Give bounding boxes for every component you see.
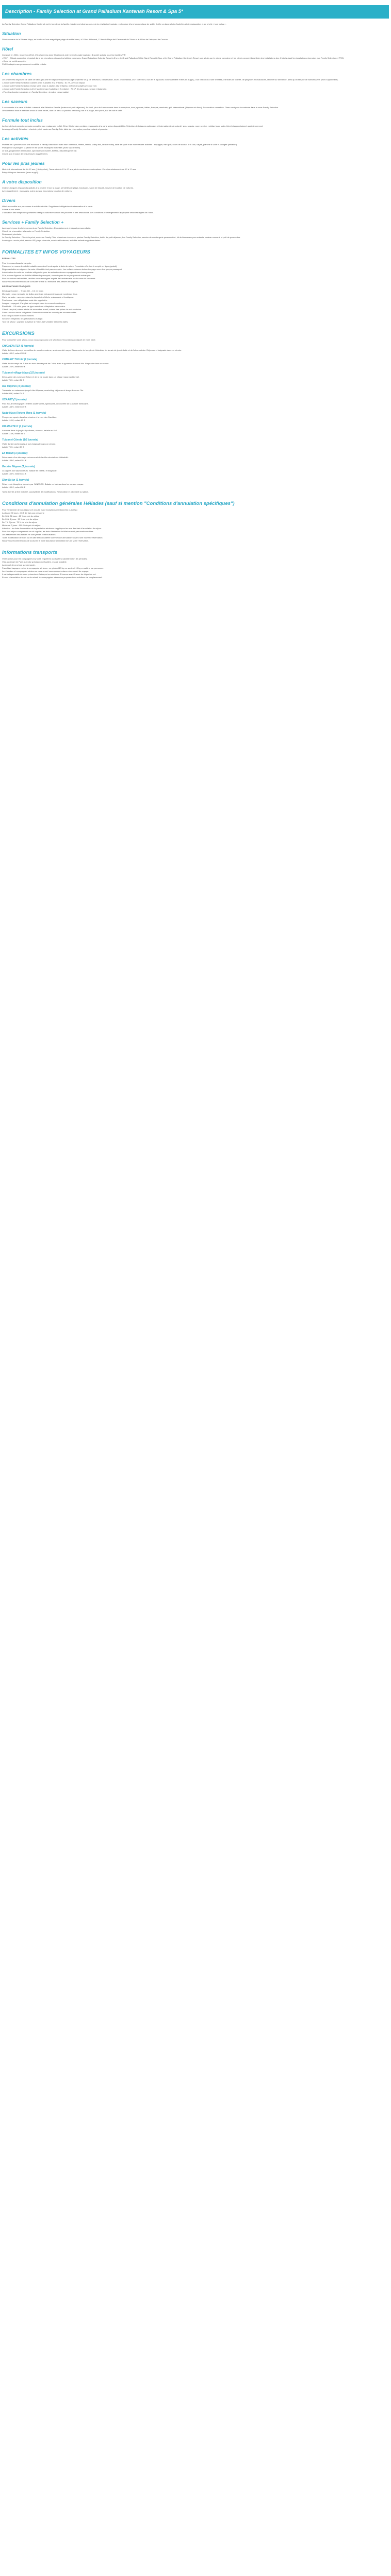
text-line: Avec supplément : massages, soins au spa, excursions, location de voitures. — [2, 190, 72, 192]
text-line: Règlementation en vigueur : la carte d'identité n'est pas acceptée. Les enfants mineurs doivent voyager avec leur propre passeport. — [2, 268, 122, 270]
enfants-text — [2, 168, 389, 174]
text-line: Pour les autres nationalités, veuillez vous renseigner auprès de l'ambassade ou du consulat concerné. — [2, 277, 96, 280]
text-line: Adulte 150 €, enfant 113 € — [2, 472, 26, 475]
text-line: Adulte 120 €, enfant 90 € — [2, 365, 25, 368]
text-line: Nous vous recommandons de souscrire à notre assurance annulation lors de votre réservation. — [2, 539, 89, 542]
text-line: Adulte 75 €, enfant 56 € — [2, 379, 24, 381]
activites-text — [2, 143, 389, 156]
excursion-text — [2, 389, 389, 395]
text-line: Réserve de biosphère classée par l'UNESCO. Balade en bateau dans les canaux mayas. — [2, 483, 84, 485]
formalites-subheading: FORMALITES — [2, 257, 15, 260]
text-line: Accès privé pour les hébergements en Family Selection. Enregistrement et départ personnalisés. — [2, 227, 91, 229]
excursion-title: Tulum et village Maya (1/2 journée) — [2, 371, 45, 375]
chambres-text — [2, 78, 389, 94]
text-line: Adulte 130 €, enfant 98 € — [2, 486, 25, 488]
saveurs-text — [2, 106, 389, 112]
text-line: Chaises longues et parasols gratuits à la piscine et sur la plage, serviettes de plage, boutiques, salon de beauté, service de location de voitures. — [2, 187, 134, 189]
text-line: Pour les ressortissants français : — [2, 262, 32, 264]
text-line: De 30 à 21 jours : 25 % du prix du séjour — [2, 515, 40, 517]
text-line: Climat : tropical, saison sèche de novembre à avril, saison des pluies de mai à octobre. — [2, 308, 82, 311]
text-line: Baby-sitting sur demande (avec suppl.). — [2, 171, 39, 174]
text-line: Construit en 2004, rénové en 2014, 178 chambres dans 9 bâtiments entre mer et jungle tropicale. Bracelet spécial pour les familles VIP. — [2, 54, 126, 56]
excursion-text — [2, 349, 389, 355]
disposition-heading: A votre disposition — [2, 179, 42, 184]
text-line: De 7 à 2 jours : 75 % du prix du séjour — [2, 521, 38, 523]
situation-heading: Situation — [2, 31, 21, 36]
excursion-title: Ek Balam (1 journée) — [2, 452, 28, 455]
excursion-text — [2, 402, 389, 409]
excursion-title: Isla Mujeres (1 journée) — [2, 385, 31, 388]
text-line: Adulte 99 €, enfant 74 € — [2, 392, 24, 395]
text-line: 5 restaurants à la carte + Buffet + réservé à la Sélection Famille (boisson et petit-déjeuner). Au total, plus de 9 restaurants dans le complexe, dont japonais, italien, français, mexicain, grill, international (déjeuner et dîner). Réservation conseillée. Dîner servi pour les enfants dans la zone Family Selection. — [2, 106, 279, 109]
text-line: Restaurant prioritaire. — [2, 233, 22, 235]
chambres-heading: Les chambres — [2, 71, 32, 76]
formalites-heading: FORMALITES ET INFOS VOYAGEURS — [2, 249, 90, 255]
text-line: • Junior suite Family Selection Loft et Master (max 2 adultes et 2 enfants) : 70 m², lits king-size, séjour et baignoire. — [2, 88, 107, 90]
excursions-intro: Pour compléter votre séjour, nous vous proposons une sélection d'excursions au départ de votre hôtel. — [2, 338, 96, 341]
text-line: La lagune aux sept couleurs. Balade en bateau et baignade. — [2, 469, 57, 472]
text-line: En cas d'annulation du vol ou de retard, les compagnies aériennes proposent des solutions de remplacement. — [2, 576, 103, 579]
text-line: Eau : ne pas boire l'eau du robinet. — [2, 314, 34, 317]
text-line: Taxe de séjour : payable sur place à l'hôtel, tarif variable selon les dates. — [2, 320, 69, 323]
text-line: Visite du site maya de Tulum en bord de mer puis de Coba, avec la pyramide Nohoch Mul. Baignade dans un cénote. — [2, 362, 109, 365]
excursion-title: DIAMANTE K (1 journée) — [2, 425, 32, 428]
text-line: Traversée en catamaran jusqu'à Isla Mujeres, snorkeling, déjeuner et temps libre sur l'île. — [2, 389, 84, 392]
page-title: Description - Family Selection at Grand Palladium Kantenah Resort & Spa 5* — [5, 9, 183, 14]
text-line: Autorisation de sortie du territoire obligatoire pour les enfants mineurs voyageant sans leurs parents. — [2, 271, 94, 274]
conditions-heading: Conditions d'annulation générales Héliades (sauf si mention "Conditions d'annulation spécifiques") — [2, 501, 235, 506]
transports-text — [2, 557, 389, 579]
text-line: • Pour les chambres doubles en Family Selection : check-in personnalisé. — [2, 91, 70, 93]
text-line: Attention : les frais d'annulation de la prestation aérienne s'appliquent en sus des frais d'annulation du séjour. — [2, 527, 102, 530]
divers-text — [2, 205, 389, 214]
text-line: • Carte de crédit acceptée. — [2, 60, 27, 62]
excursion-text — [2, 429, 389, 435]
text-line: Aventure dans la jungle : tyrolienne, cénotes, balade en 4x4. — [2, 429, 58, 432]
text-line: Si le prénom figurant sur le billet diffère du passeport, vous risquez de ne pas pouvoir embarquer. — [2, 274, 91, 277]
hotel-text — [2, 54, 389, 66]
enfants-heading: Pour les plus jeunes — [2, 161, 45, 166]
text-line: Situé au cœur de la Riviera Maya, en bordure d'une magnifique plage de sable blanc, à 10 km d'Akumal, 12 km de Playa del Carmen et de Tulum et à 90 km de l'aéroport de Cancún. — [2, 38, 169, 41]
text-line: De nombreux bars et services snack à toute heure, dont un bar à la piscine, bar lobby, bar à la plage, bar sportif, bar de nuit et café. — [2, 109, 123, 112]
text-line: Adulte 79 €, enfant 59 € — [2, 446, 24, 448]
infos-pratiques-subheading: INFORMATIONS PRATIQUES — [2, 285, 30, 287]
text-line: Profitez de 4 piscines dont une exclusive « Family Selection » avec bain à remous, fitness, tennis, volley-ball, beach-volley, salle de sport et de nombreuses activités : aquagym, mini-golf, cours de danse, tir à l'arc, kayak, planche à voile et plongée (initiation). — [2, 143, 238, 146]
text-line: Sécurité : respectez les précautions d'usage. — [2, 317, 43, 320]
text-line: Nous vous recommandons de consulter le site du ministère des Affaires étrangères. — [2, 280, 79, 283]
excursion-title: CHICHEN ITZA (1 journée) — [2, 345, 35, 348]
text-line: Adulte 115 €, enfant 86 € — [2, 432, 25, 435]
excursion-text — [2, 456, 389, 462]
excursion-text — [2, 416, 389, 422]
excursion-text — [2, 362, 389, 368]
text-line: Les chambres disposent de salle de bains (douche et baignoire hydromassage séparées WC), de télévision, climatisation, Wi-Fi, d'un minibar, d'un coffre-fort, d'un fer à repasser, d'une cafetière et thé (en suppl.), d'un balcon ou d'une terrasse, d'articles de toilette, de peignoirs et chaussons, lit bébé sur demande, ainsi qu'un service de blanchisserie (avec supplément). — [2, 78, 338, 81]
text-line: Décalage horaire : - 7 h en été, - 6 h en hiver. — [2, 290, 44, 292]
text-line: Adulte 140 €, enfant 105 € — [2, 352, 26, 354]
text-line: Le soir, programme d'animation, spectacles en soirée, théâtre, discothèque et bar. — [2, 149, 77, 152]
text-line: Santé : aucun vaccin obligatoire. Protection contre les moustiques recommandée. — [2, 311, 77, 314]
text-line: Votre option pour les compagnies low cost, régulières ou charters variable selon les périodes. — [2, 557, 88, 560]
text-line: Le Family Selection : Check-in privé, accès au Family Club, chambres réservées, piscine Family Selection, buffet de petit-déjeuner, bar Family Selection, service de conciergerie personnalisé, kit de bienvenue pour enfants, cadeau souvenir et prêt de poussettes. — [2, 236, 241, 239]
text-line: Moins de 2 jours : 100 % du prix du séjour — [2, 524, 41, 527]
text-line: Il est indispensable de vous présenter à l'aéroport au minimum 3 heures avant l'heure de départ du vol. — [2, 573, 96, 575]
situation-text — [2, 38, 389, 41]
disposition-text — [2, 187, 389, 193]
text-line: Toute modification de nom ou de date est considérée comme une annulation suivie d'une nouvelle réservation. — [2, 536, 103, 539]
text-line: • Wi-Fi : Chiosk accessible et gratuit dans les réceptions et dans les lobbies communs. Grand Palladium Colonial Resort à 5 km ; le Grand Palladium White Sand Resort & Spa, et le Grand Palladium Kantenah Resort sont situés sur le même complexe et les clients peuvent bénéficier des installations des 4 hôtels (sauf les installations réservées aux Family Selection et TRS). — [2, 57, 345, 59]
text-line: Langue : espagnol. L'anglais est compris dans les zones touristiques. — [2, 302, 66, 304]
divers-heading: Divers — [2, 198, 15, 203]
text-line: • Junior suite Family Selection Garden (max 2 adultes et 2 enfants) : 61 m², avec un séjour. — [2, 81, 86, 84]
services-text — [2, 227, 389, 242]
excursions-note: Tarifs donnés à titre indicatif, susceptibles de modifications. Réservation et paiement sur place. — [2, 490, 89, 493]
text-line: A plus de 30 jours : 35 € de frais par personne — [2, 512, 44, 514]
text-line: Franchise bagages : selon la compagnie aérienne, en général 23 kg en soute et 10 kg en cabine par personne. — [2, 567, 104, 569]
infos-pratiques-text — [2, 290, 389, 324]
text-line: Adulte 110 €, enfant 83 € — [2, 419, 25, 421]
text-line: De 20 à 8 jours : 50 % du prix du séjour — [2, 518, 39, 520]
text-line: Monnaie : peso mexicain. Le dollar américain est accepté dans de nombreux lieux. — [2, 293, 78, 295]
excursion-title: XCARET (1 journée) — [2, 398, 27, 401]
excursion-text — [2, 376, 389, 382]
activites-heading: Les activités — [2, 136, 29, 141]
text-line: Avantages Family Selection : check-in privé, accès au Family Club, table de réservation pour les enfants et parents. — [2, 128, 108, 130]
page — [0, 0, 391, 601]
hotel-heading: Hôtel — [2, 46, 13, 52]
text-line: PMR / adaptés aux personnes à mobilité réduite. — [2, 63, 47, 65]
text-line: La formule tout compris : pension complète aux restaurants buffet. Dîner illimité dans certains restaurants à la carte selon disponibilités. Sélection de boissons nationales et internationales à volonté, vins, snacks, room service, minibar (eau, soda, bière) réapprovisionné quotidiennement. — [2, 125, 264, 127]
text-line: Les assurances facultatives ne sont jamais remboursables. — [2, 533, 56, 536]
text-line: Parc éco-archéologique : rivières souterraines, spectacles, découverte de la culture mexicaine. — [2, 402, 89, 405]
text-line: Plongée en apnée dans les cénotes et la mer des Caraïbes. — [2, 416, 57, 418]
transports-heading: Informations transports — [2, 550, 58, 555]
text-line: Carte bancaire : acceptée dans la plupart des hôtels, restaurants et boutiques. — [2, 296, 74, 298]
text-line: L'utilisation des téléphones portables n'est pas autorisée autour des piscines et des restaurants. Les conditions d'hébergement s'appliquent selon les règles de l'hôtel. — [2, 211, 154, 214]
excursions-heading: EXCURSIONS — [2, 331, 35, 336]
text-line: Adulte 135 €, enfant 101 € — [2, 459, 26, 462]
text-line: Avantages : accès privé, service VIP, plage réservée, snacks et boissons, activités enfants supplémentaires. — [2, 239, 101, 242]
text-line: • Junior suite Family Selection Ocean View (max 2 adultes et 2 enfants) : même descriptif avec vue mer. — [2, 84, 97, 87]
excursion-title: Bacalar Mayaar (1 journée) — [2, 465, 35, 468]
text-line: Découverte d'un site maya méconnu et de la ville coloniale de Valladolid. — [2, 456, 69, 459]
text-line: Hôtel accessible aux personnes à mobilité réduite. Supplément obligatoire de réservation à la carte. — [2, 205, 93, 208]
text-line: Les horaires et compagnies aériennes vous seront communiqués dans votre carnet de voyage. — [2, 570, 89, 572]
excursion-title: COBA ET TULUM (1 journée) — [2, 358, 38, 361]
text-line: Visite de l'une des sept merveilles du monde moderne, ancienne cité maya. Découverte du temple de Kukulcán, du terrain de jeu de balle et de l'observatoire. Déjeuner et baignade dans un cénote. — [2, 349, 182, 351]
text-line: Découverte des ruines de Tulum et de la vie locale dans un village maya traditionnel. — [2, 376, 80, 378]
excursion-list — [2, 345, 389, 489]
excursion-text — [2, 469, 389, 476]
excursion-title: Tulum et Cénote (1/2 journée) — [2, 438, 39, 442]
services-heading: Services + Family Selection + — [2, 219, 64, 225]
excursion-title: Sian Ka'an (1 journée) — [2, 479, 29, 482]
text-line: Pour tout séjour comprenant un vol régulier, les frais d'émission du billet ne sont pas remboursables. — [2, 530, 94, 533]
text-line: Vols au départ de Paris sur vols spéciaux ou réguliers, escale possible. — [2, 561, 67, 563]
text-line: Au départ de province sur demande. — [2, 564, 36, 566]
text-line: Visite du site archéologique puis baignade dans un cénote. — [2, 443, 56, 445]
text-line: Pourboires : non obligatoires mais très appréciés. — [2, 299, 47, 301]
excursion-text — [2, 443, 389, 449]
text-line: Mini-club international de 4 à 12 ans (1 baby-club), Teens club de 13 à 17 ans, et de nombreuses animations. Pour les adolescents de 12 à 17 ans. — [2, 168, 137, 171]
conditions-text — [2, 509, 389, 543]
text-line: Passeport en cours de validité valable au moins 6 mois après la date de retour. Formulaire d'entrée à remplir en ligne (gratuit). — [2, 265, 118, 267]
formule-heading: Formule tout inclus — [2, 117, 43, 123]
saveurs-heading: Les saveurs — [2, 99, 28, 104]
formule-text — [2, 125, 389, 131]
text-line: Adulte 145 €, enfant 110 € — [2, 405, 26, 408]
excursion-title: Nado Maya Riviera Maya (1 journée) — [2, 412, 46, 415]
title-bar — [2, 5, 389, 19]
text-line: Pratique de la plongée, la pêche et les sports nautiques motorisés (avec supplément). — [2, 146, 81, 149]
text-line: Électricité : 110 volts, prise de type américain. Adaptateur nécessaire. — [2, 305, 66, 308]
intro-text: La Family Selection Grand Palladium Kantenah est le temple de la famille. Idéalement situé au cœur de la végétation tropicale, en bordure d'une longue plage de sable, il offre un large choix d'activités et de restauration et se révèle « tout inclus ». — [2, 23, 226, 25]
formalites-text — [2, 262, 389, 283]
excursion-text — [2, 483, 389, 489]
text-line: Chiosk de réservation à la carte en Family Selection. — [2, 230, 51, 232]
text-line: Chiosk spa et salon de beauté (avec supplément). — [2, 152, 48, 155]
text-line: Pour l'ensemble de nos séjours et circuits (sauf exceptions mentionnées ci-après) : — [2, 509, 78, 511]
text-line: Animaux non admis. — [2, 208, 21, 211]
